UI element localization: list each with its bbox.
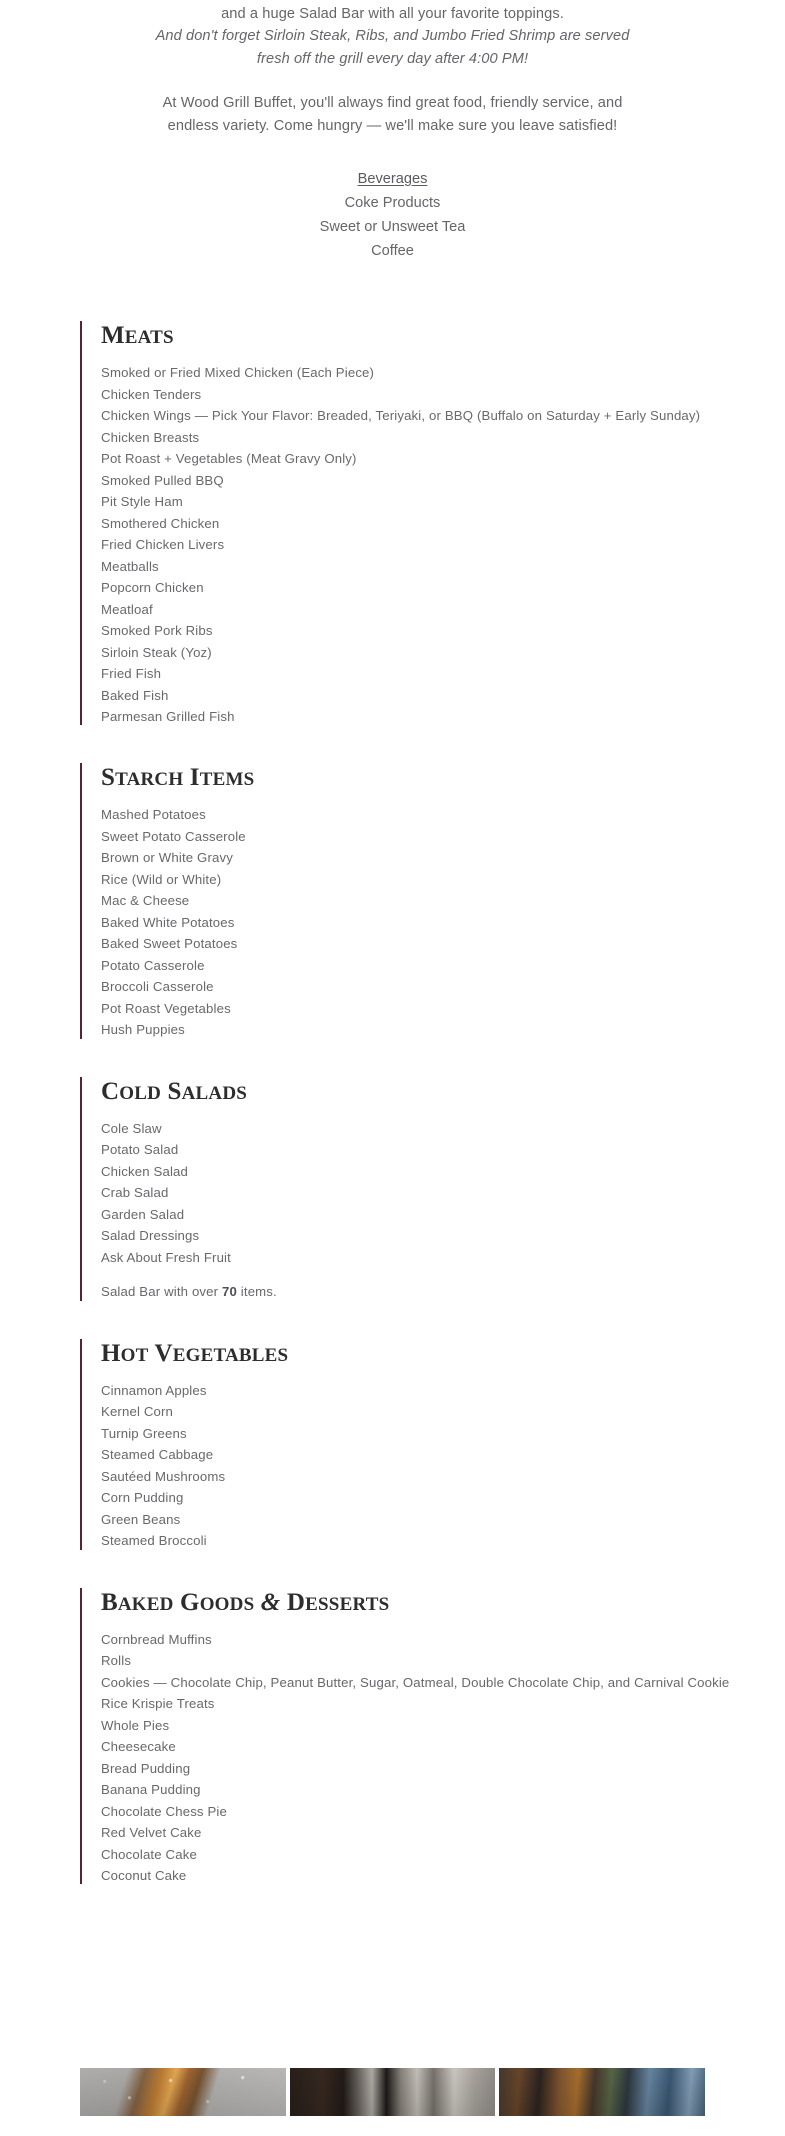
menu-item: Garden Salad — [101, 1206, 185, 1222]
intro-blurb — [93, 0, 693, 263]
section-note — [101, 1283, 745, 1300]
menu-item: Ask About Fresh Fruit — [101, 1249, 231, 1265]
beverages-heading: Beverages — [357, 171, 428, 187]
title-smallcaps: TARCH — [115, 769, 184, 791]
section-item-list — [101, 1382, 745, 1550]
menu-item: Baked Fish — [101, 687, 169, 703]
menu-item: Chocolate Chess Pie — [101, 1803, 227, 1819]
beverage-item: Coffee — [371, 243, 414, 259]
dining-room-interior-photo[interactable] — [499, 2068, 705, 2116]
menu-item: Pit Style Ham — [101, 494, 183, 509]
section-item-list — [101, 806, 745, 1038]
menu-item: Smoked Pulled BBQ — [101, 472, 224, 488]
menu-item: Hush Puppies — [101, 1022, 185, 1038]
menu-item: Potato Casserole — [101, 957, 205, 973]
menu-item: Cole Slaw — [101, 1120, 162, 1136]
menu-item: Meatballs — [101, 558, 159, 574]
menu-item: Chicken Breasts — [101, 429, 200, 445]
menu-item: Pot Roast + Vegetables (Meat Gravy Only) — [101, 451, 357, 466]
menu-item: Crab Salad — [101, 1185, 169, 1201]
menu-item: Fried Fish — [101, 666, 162, 681]
menu-item: Sirloin Steak (Yoz) — [101, 644, 212, 660]
menu-item: Rice Krispie Treats — [101, 1696, 215, 1712]
section-item-list — [101, 1120, 745, 1266]
intro-closing-line-2: endless variety. Come hungry — we'll make sure you leave satisfied! — [167, 117, 618, 134]
menu-item: Cinnamon Apples — [101, 1382, 207, 1398]
menu-item: Cornbread Muffins — [101, 1631, 212, 1647]
title-smallcaps: ESSERTS — [305, 1593, 390, 1615]
menu-item: Parmesan Grilled Fish — [101, 709, 235, 724]
title-initial: V — [154, 1339, 173, 1367]
menu-item: Sautéed Mushrooms — [101, 1468, 226, 1484]
title-smallcaps: TEMS — [199, 769, 255, 791]
title-smallcaps: OLD — [119, 1082, 162, 1104]
menu-item: Turnip Greens — [101, 1425, 187, 1441]
title-smallcaps: OODS — [199, 1593, 255, 1615]
section-title — [101, 763, 745, 795]
menu-item: Smoked Pork Ribs — [101, 623, 213, 638]
title-initial: H — [101, 1339, 121, 1367]
note-suffix: items. — [236, 1284, 277, 1300]
menu-item: Red Velvet Cake — [101, 1825, 202, 1841]
note-count: 70 — [222, 1284, 237, 1300]
title-smallcaps: AKED — [117, 1593, 174, 1615]
menu-item: Coconut Cake — [101, 1868, 187, 1884]
section-title — [101, 1588, 745, 1620]
menu-item: Potato Salad — [101, 1142, 179, 1158]
intro-line-2: and a huge Salad Bar with all your favorite toppings. — [221, 5, 564, 22]
title-initial: C — [101, 1077, 120, 1105]
menu-item: Banana Pudding — [101, 1782, 201, 1798]
title-smallcaps: ALADS — [181, 1082, 248, 1104]
menu-section — [80, 1339, 745, 1550]
title-smallcaps: EATS — [124, 327, 174, 348]
menu-item: Chicken Tenders — [101, 386, 202, 402]
section-title — [101, 1339, 745, 1371]
restaurant-ceiling-beams-photo[interactable] — [80, 2068, 286, 2116]
ampersand-glyph: & — [260, 1588, 281, 1616]
menu-item: Salad Dressings — [101, 1228, 200, 1244]
menu-item: Rice (Wild or White) — [101, 871, 222, 887]
title-smallcaps: EGETABLES — [172, 1344, 289, 1366]
intro-italic-line-1: And don't forget Sirloin Steak, Ribs, and Jumbo Fried Shrimp are served — [155, 28, 630, 44]
section-item-list — [101, 1631, 745, 1885]
note-prefix: Salad Bar with over — [101, 1284, 223, 1300]
menu-section — [80, 1588, 745, 1885]
title-initial: G — [180, 1588, 200, 1616]
title-initial: M — [101, 322, 125, 349]
menu-item: Meatloaf — [101, 601, 153, 617]
title-initial: B — [101, 1588, 118, 1616]
menu-section — [80, 1077, 745, 1301]
title-initial: S — [101, 764, 116, 792]
menu-item: Fried Chicken Livers — [101, 537, 225, 552]
menu-item: Sweet Potato Casserole — [101, 828, 246, 844]
menu-item: Bread Pudding — [101, 1760, 191, 1776]
intro-spacer — [93, 70, 693, 92]
menu-section — [80, 763, 745, 1038]
title-initial: I — [189, 764, 200, 792]
section-title — [101, 1077, 745, 1109]
title-smallcaps: OT — [120, 1344, 149, 1366]
section-title — [101, 321, 745, 353]
buffet-serving-line-photo[interactable] — [290, 2068, 496, 2116]
menu-item: Chicken Salad — [101, 1163, 188, 1179]
beverage-item: Coke Products — [344, 195, 441, 211]
menu-item: Broccoli Casserole — [101, 979, 214, 995]
menu-item: Steamed Cabbage — [101, 1447, 214, 1463]
menu-item: Chocolate Cake — [101, 1846, 197, 1862]
intro-italic-line-2: fresh off the grill every day after 4:00 PM! — [256, 50, 529, 67]
menu-item: Steamed Broccoli — [101, 1533, 207, 1549]
photo-gallery-strip — [0, 2068, 785, 2116]
menu-item: Corn Pudding — [101, 1490, 184, 1506]
menu-section — [80, 321, 745, 725]
beverages-list — [93, 191, 693, 263]
menu-item: Rolls — [101, 1653, 132, 1669]
beverages-block — [93, 167, 693, 263]
menu-item: Kernel Corn — [101, 1404, 174, 1420]
title-initial: S — [167, 1077, 182, 1105]
menu-item: Chicken Wings — Pick Your Flavor: Breaded, Teriyaki, or BBQ (Buffalo on Saturday + Early Sunday) — [101, 408, 701, 423]
title-initial: D — [286, 1588, 306, 1616]
menu-item: Mashed Potatoes — [101, 807, 206, 823]
beverage-item: Sweet or Unsweet Tea — [319, 219, 466, 235]
menu-item: Smoked or Fried Mixed Chicken (Each Piece) — [101, 365, 375, 380]
menu-sections — [0, 321, 785, 1884]
menu-item: Popcorn Chicken — [101, 580, 204, 595]
menu-item: Mac & Cheese — [101, 893, 190, 909]
intro-closing-line-1: At Wood Grill Buffet, you'll always find great food, friendly service, and — [162, 95, 623, 111]
menu-item: Baked White Potatoes — [101, 914, 235, 930]
menu-item: Pot Roast Vegetables — [101, 1000, 231, 1016]
menu-item: Brown or White Gravy — [101, 850, 233, 866]
menu-item: Cookies — Chocolate Chip, Peanut Butter, Sugar, Oatmeal, Double Chocolate Chip, and Carnival Cookie — [101, 1674, 730, 1690]
menu-item: Cheesecake — [101, 1739, 176, 1755]
menu-item: Whole Pies — [101, 1717, 170, 1733]
menu-item: Baked Sweet Potatoes — [101, 936, 238, 952]
section-item-list — [101, 364, 745, 725]
beverages-spacer — [93, 137, 693, 167]
menu-item: Smothered Chicken — [101, 515, 220, 531]
menu-item: Green Beans — [101, 1511, 181, 1527]
